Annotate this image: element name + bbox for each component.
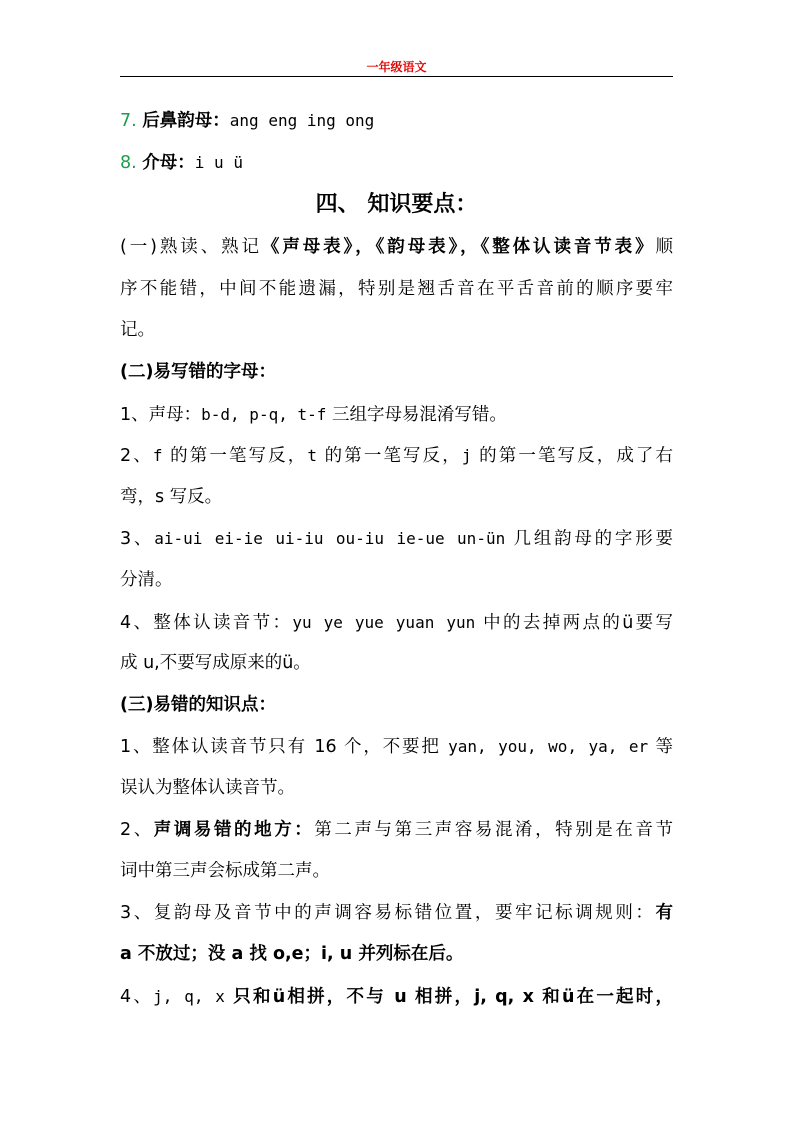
paragraph-line xyxy=(120,602,673,644)
paragraph-line: 分清。 xyxy=(120,569,173,590)
page-header-title: 一年级语文 xyxy=(366,60,427,74)
paragraph-line: 成 u,不要写成原来的ü。 xyxy=(120,653,311,674)
text-span: 顺 xyxy=(655,237,673,258)
text-span: 3、复韵母及音节中的声调容易标错位置，要牢记标调规则： xyxy=(120,902,656,923)
text-span: 4、 xyxy=(120,986,154,1007)
text-span: 中的去掉两点的ü要写 xyxy=(475,612,673,633)
list-value: ang eng ing ong xyxy=(229,111,375,130)
paragraph-line xyxy=(120,518,673,560)
paragraph-line: 词中第三声会标成第二声。 xyxy=(120,861,330,882)
text-span: 的第一笔写反，成了右 xyxy=(471,446,673,467)
paragraph-line xyxy=(120,435,673,477)
text-span-bold: 有 xyxy=(655,902,673,923)
list-item-7 xyxy=(120,100,673,142)
document-body xyxy=(120,100,673,1017)
text-span-bold: 声调易错的地方： xyxy=(153,819,315,840)
text-span: 4、整体认读音节： xyxy=(120,612,293,633)
paragraph-line xyxy=(120,893,673,935)
text-span: 第二声与第三声容易混淆，特别是在音节 xyxy=(314,819,673,840)
text-span-mono: yan, you, wo, ya, er xyxy=(448,737,649,757)
text-span: 1、整体认读音节只有 16 个，不要把 xyxy=(120,737,449,758)
text-span-mono: b-d, p-q, t-f xyxy=(201,404,327,424)
text-span: 的第一笔写反， xyxy=(316,446,462,467)
paragraph-line: 误认为整体认读音节。 xyxy=(120,777,295,798)
paragraph-line xyxy=(120,726,673,768)
text-span-mono: t xyxy=(307,446,317,466)
text-span: 几组韵母的字形要 xyxy=(505,529,673,550)
list-number: 7. xyxy=(120,111,137,131)
list-value: i u ü xyxy=(194,152,243,172)
text-span: (一)熟读、熟记 xyxy=(120,237,262,258)
text-span: 2、 xyxy=(120,819,154,840)
list-label: 介母： xyxy=(142,152,195,173)
list-label: 后鼻韵母： xyxy=(142,111,230,131)
paragraph-line xyxy=(120,810,673,852)
text-span: 等 xyxy=(648,737,673,758)
text-span: 三组字母易混淆写错。 xyxy=(326,404,507,425)
section-heading: 四、 知识要点： xyxy=(315,192,478,218)
paragraph-line xyxy=(120,227,673,269)
text-span-mono: yu ye yue yuan yun xyxy=(292,612,476,632)
text-span: 2、 xyxy=(120,446,153,467)
subsection-title: (二)易写错的字母： xyxy=(120,361,276,382)
text-span-bold: 只和ü相拼，不与 u 相拼，j, q, x 和ü在一起时， xyxy=(224,986,673,1007)
subsection-title: (三)易错的知识点： xyxy=(120,694,276,715)
list-number: 8. xyxy=(120,152,137,173)
list-item-8 xyxy=(120,142,673,184)
paragraph-line: 记。 xyxy=(120,320,155,341)
header-divider xyxy=(120,76,673,77)
text-span-bold: 《声母表》，《韵母表》，《整体认读音节表》 xyxy=(261,237,656,258)
text-span-mono: ai-ui ei-ie ui-iu ou-iu ie-ue un-ün xyxy=(154,529,506,549)
paragraph-line xyxy=(120,394,673,436)
paragraph-line: 序不能错，中间不能遗漏，特别是翘舌音在平舌音前的顺序要牢 xyxy=(120,278,673,299)
text-span-mono: j, q, x xyxy=(153,986,225,1006)
text-span: 3、 xyxy=(120,529,155,550)
paragraph-line: 弯，s 写反。 xyxy=(120,486,223,507)
text-span: 的第一笔写反， xyxy=(162,446,308,467)
text-span-mono: j xyxy=(461,446,472,466)
paragraph-line xyxy=(120,976,673,1018)
paragraph-line: a 不放过；没 a 找 o,e；i, u 并列标在后。 xyxy=(120,944,464,965)
text-span-mono: f xyxy=(152,446,163,466)
text-span: 1、声母： xyxy=(120,404,202,425)
